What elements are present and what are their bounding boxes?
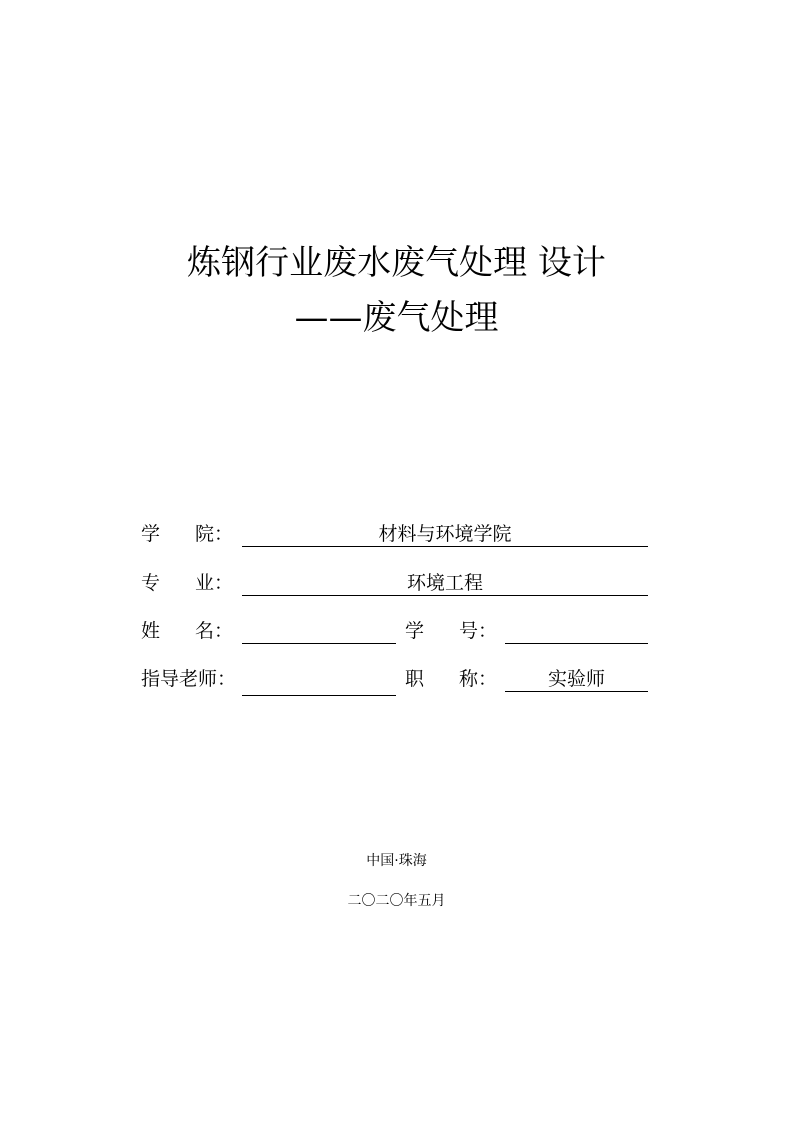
name-label-char: 姓 <box>141 620 161 642</box>
name-field <box>242 619 396 644</box>
document-title-line-2: ——废气处理 <box>294 298 499 338</box>
college-field: 材料与环境学院 <box>242 522 648 547</box>
job-title-label-rest: 称： <box>458 668 497 690</box>
student-id-label-rest: 号： <box>458 620 497 642</box>
advisor-label: 指导老师： <box>141 668 237 690</box>
college-label-char: 学 <box>141 523 161 545</box>
major-label-rest: 业： <box>194 572 233 594</box>
name-label <box>141 619 233 643</box>
major-field: 环境工程 <box>242 571 648 596</box>
major-label <box>141 571 233 595</box>
student-id-label-char: 学 <box>405 620 425 642</box>
document-title-line-1: 炼钢行业废水废气处理 设计 <box>187 243 606 283</box>
advisor-field <box>242 671 396 696</box>
job-title-label <box>405 667 497 691</box>
college-label-rest: 院： <box>194 523 233 545</box>
footer-date: 二〇二〇年五月 <box>347 893 446 909</box>
footer-location: 中国·珠海 <box>366 853 427 869</box>
job-title-label-char: 职 <box>405 668 425 690</box>
major-label-char: 专 <box>141 572 161 594</box>
college-label <box>141 522 233 546</box>
student-id-field <box>505 619 648 644</box>
job-title-field: 实验师 <box>505 667 648 692</box>
student-id-label <box>405 619 497 643</box>
name-label-rest: 名： <box>194 620 233 642</box>
